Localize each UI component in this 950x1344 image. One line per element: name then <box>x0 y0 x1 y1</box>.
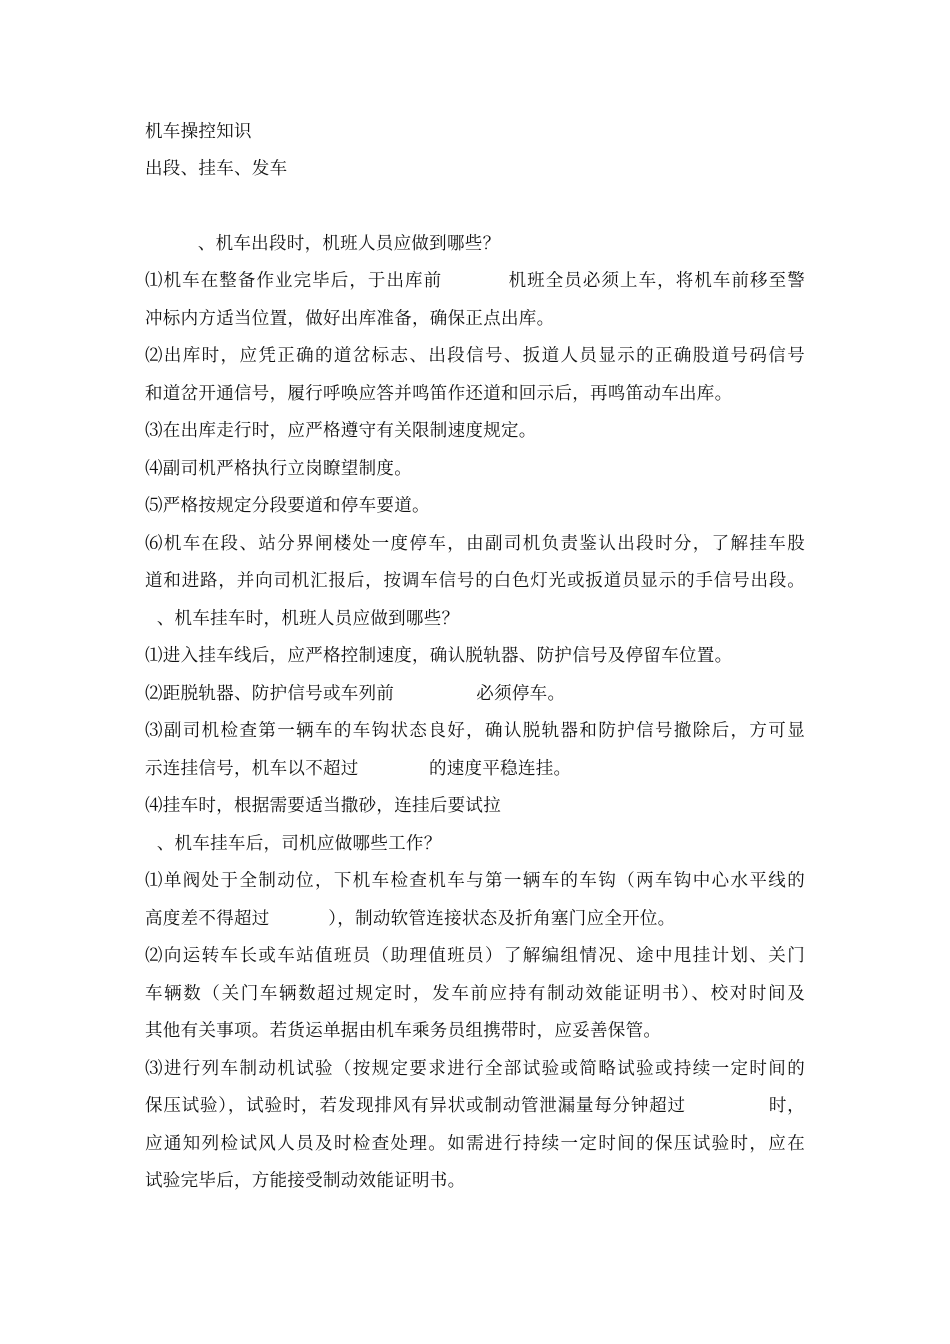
paragraph-line: ⑷副司机严格执行立岗瞭望制度。 <box>145 459 412 479</box>
paragraph-line: 其他有关事项。若货运单据由机车乘务员组携带时，应妥善保管。 <box>145 1021 662 1041</box>
paragraph-line: ⑴机车在整备作业完毕后，于出库前 机班全员必须上车，将机车前移至警 <box>145 271 805 291</box>
paragraph-line: ⑶在出库走行时，应严格遵守有关限制速度规定。 <box>145 421 537 441</box>
paragraph-line: 应通知列检试风人员及时检查处理。如需进行持续一定时间的保压试验时，应在 <box>145 1134 805 1154</box>
paragraph-line: ⑵向运转车长或车站值班员（助理值班员）了解编组情况、途中甩挂计划、关门 <box>145 946 805 966</box>
document-subtitle: 出段、挂车、发车 <box>145 159 288 179</box>
paragraph-line: 试验完毕后，方能接受制动效能证明书。 <box>145 1171 466 1191</box>
paragraph-line: ⑹机车在段、站分界闸楼处一度停车，由副司机负责鉴认出段时分，了解挂车股 <box>145 534 805 554</box>
paragraph-line: ⑸严格按规定分段要道和停车要道。 <box>145 496 430 516</box>
paragraph-line: 车辆数（关门车辆数超过规定时，发车前应持有制动效能证明书）、校对时间及 <box>145 984 805 1004</box>
paragraph-line: 道和进路，并向司机汇报后，按调车信号的白色灯光或扳道员显示的手信号出段。 <box>145 571 805 591</box>
paragraph-line: 示连挂信号，机车以不超过 的速度平稳连挂。 <box>145 759 572 779</box>
question-heading: 、机车挂车时，机班人员应做到哪些？ <box>145 609 460 629</box>
paragraph-line: 高度差不得超过 ），制动软管连接状态及折角塞门应全开位。 <box>145 909 676 929</box>
paragraph-line: ⑴进入挂车线后，应严格控制速度，确认脱轨器、防护信号及停留车位置。 <box>145 646 733 666</box>
document-title: 机车操控知识 <box>145 122 252 142</box>
paragraph-line: ⑵出库时，应凭正确的道岔标志、出段信号、扳道人员显示的正确股道号码信号 <box>145 346 805 366</box>
paragraph-line: ⑵距脱轨器、防护信号或车列前 必须停车。 <box>145 684 566 704</box>
paragraph-line: 和道岔开通信号，履行呼唤应答并鸣笛作还道和回示后，再鸣笛动车出库。 <box>145 384 733 404</box>
paragraph-line: 保压试验），试验时，若发现排风有异状或制动管泄漏量每分钟超过 时， <box>145 1096 805 1116</box>
question-heading: 、机车挂车后，司机应做哪些工作？ <box>145 834 442 854</box>
paragraph-line: ⑶进行列车制动机试验（按规定要求进行全部试验或简略试验或持续一定时间的 <box>145 1059 805 1079</box>
paragraph-line: 冲标内方适当位置，做好出库准备，确保正点出库。 <box>145 309 555 329</box>
paragraph-line: ⑴单阀处于全制动位，下机车检查机车与第一辆车的车钩（两车钩中心水平线的 <box>145 871 805 891</box>
paragraph-line: ⑷挂车时，根据需要适当撒砂，连挂后要试拉 <box>145 796 501 816</box>
paragraph-line: ⑶副司机检查第一辆车的车钩状态良好，确认脱轨器和防护信号撤除后，方可显 <box>145 721 805 741</box>
question-heading: 、机车出段时，机班人员应做到哪些？ <box>145 234 501 254</box>
